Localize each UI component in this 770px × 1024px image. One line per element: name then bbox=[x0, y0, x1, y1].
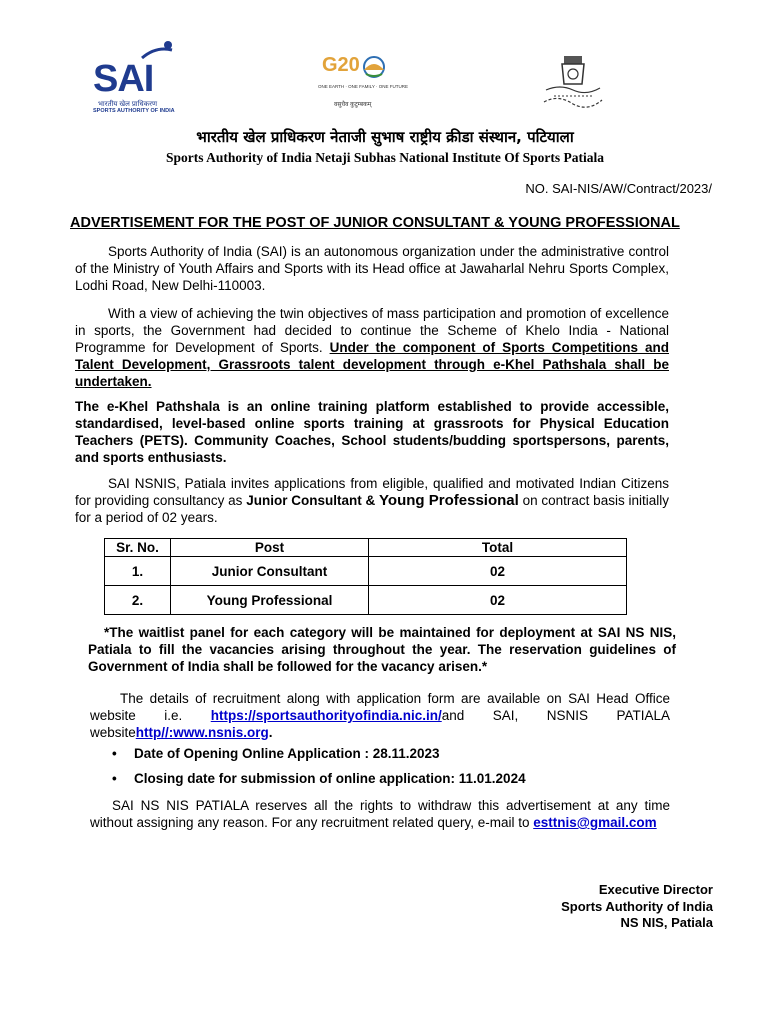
sai-logo-hindi: भारतीय खेल प्राधिकरण bbox=[98, 101, 158, 108]
list-item: • Date of Opening Online Application : 28.11.2023 bbox=[112, 746, 440, 761]
table-cell: 02 bbox=[369, 557, 627, 586]
bullet-icon: • bbox=[112, 771, 117, 786]
table-header: Post bbox=[171, 539, 369, 557]
sai-website-link[interactable]: https://sportsauthorityofindia.nic.in/ bbox=[210, 708, 442, 723]
sai-logo bbox=[90, 46, 185, 114]
table-cell: Junior Consultant bbox=[171, 557, 369, 586]
table-cell: 02 bbox=[369, 586, 627, 615]
g20-lotus-icon bbox=[360, 54, 390, 80]
national-emblem-icon bbox=[540, 54, 606, 114]
table-header: Sr. No. bbox=[105, 539, 171, 557]
table-row bbox=[105, 586, 627, 615]
sai-logo-text: SAI bbox=[93, 58, 154, 100]
reserve-rights-paragraph: SAI NS NIS PATIALA reserves all the rights to withdraw this advertisement at any time without assigning any reason. For any recruitment related query, e-mail to esttnis@gmail.com bbox=[90, 798, 670, 830]
g20-logo bbox=[318, 54, 409, 114]
paragraph-khelo-india: With a view of achieving the twin objectives of mass participation and promotion of excellence in sports, the Government had decided to continue the Scheme of Khelo India - National Programme for Development of Sports. Under the component of Sports Competitions and Talent Development, Grassroots talent development through e-Khel Pathshala shall be undertaken. bbox=[75, 306, 669, 389]
nsnis-website-link[interactable]: http//:www.nsnis.org bbox=[135, 725, 269, 740]
table-cell: 2. bbox=[105, 586, 171, 615]
g20-motto: ONE EARTH · ONE FAMILY · ONE FUTURE bbox=[318, 84, 409, 89]
table-cell: Young Professional bbox=[171, 586, 369, 615]
signatory-location: NS NIS, Patiala bbox=[620, 915, 713, 930]
dates-list bbox=[112, 745, 526, 795]
sai-logo-english: SPORTS AUTHORITY OF INDIA bbox=[93, 108, 175, 114]
posts-table bbox=[104, 538, 627, 615]
table-row bbox=[105, 557, 627, 586]
signature-block bbox=[561, 882, 713, 932]
email-link[interactable]: esttnis@gmail.com bbox=[533, 815, 657, 830]
english-title: Sports Authority of India Netaji Subhas National Institute Of Sports Patiala bbox=[165, 150, 605, 165]
header-logos bbox=[0, 38, 770, 118]
paragraph-e-khel-pathshala: The e-Khel Pathshala is an online training platform established to provide accessible, standardised, level-based online sports training at grassroots for Physical Education Teachers (PETS). Community Coaches, School students/budding sportspersons, parents, and sports enthusiasts. bbox=[75, 399, 669, 465]
table-header: Total bbox=[369, 539, 627, 557]
reference-number: NO. SAI-NIS/AW/Contract/2023/ bbox=[525, 181, 712, 196]
recruitment-details: The details of recruitment along with application form are available on SAI Head Office website i.e. https://sportsauthorityofindia.nic.in/and SAI, NSNIS PATIALA websitehttp//:www.nsnis.org. bbox=[90, 691, 670, 740]
paragraph-invitation: SAI NSNIS, Patiala invites applications from eligible, qualified and motivated Indian Citizens for providing consultancy as Junior Consultant & Young Professional on contract basis initially for a period of 02 years. bbox=[75, 476, 669, 525]
signatory-title: Executive Director bbox=[598, 882, 713, 897]
table-header-row bbox=[105, 539, 627, 557]
waitlist-note: *The waitlist panel for each category will be maintained for deployment at SAI NS NIS, Patiala to fill the vacancies arising throughout the year. The reservation guidelines of Government of India shall be followed for the vacancy arisen.* bbox=[88, 625, 676, 674]
g20-text: G20 bbox=[322, 54, 360, 76]
hindi-title: भारतीय खेल प्राधिकरण नेताजी सुभाष राष्ट्रीय क्रीडा संस्थान, पटियाला bbox=[196, 128, 574, 146]
g20-hindi: वसुधैव कुटुम्बकम् bbox=[334, 102, 372, 108]
paragraph-about-sai: Sports Authority of India (SAI) is an autonomous organization under the administrative control of the Ministry of Youth Affairs and Sports with its Head office at Jawaharlal Nehru Sports Complex, Lodhi Road, New Delhi-110003. bbox=[75, 244, 669, 293]
table-cell: 1. bbox=[105, 557, 171, 586]
list-item: • Closing date for submission of online application: 11.01.2024 bbox=[112, 771, 526, 786]
advertisement-title: ADVERTISEMENT FOR THE POST OF JUNIOR CONSULTANT & YOUNG PROFESSIONAL bbox=[70, 215, 680, 231]
signatory-organization: Sports Authority of India bbox=[561, 898, 713, 914]
bullet-icon: • bbox=[112, 746, 117, 761]
